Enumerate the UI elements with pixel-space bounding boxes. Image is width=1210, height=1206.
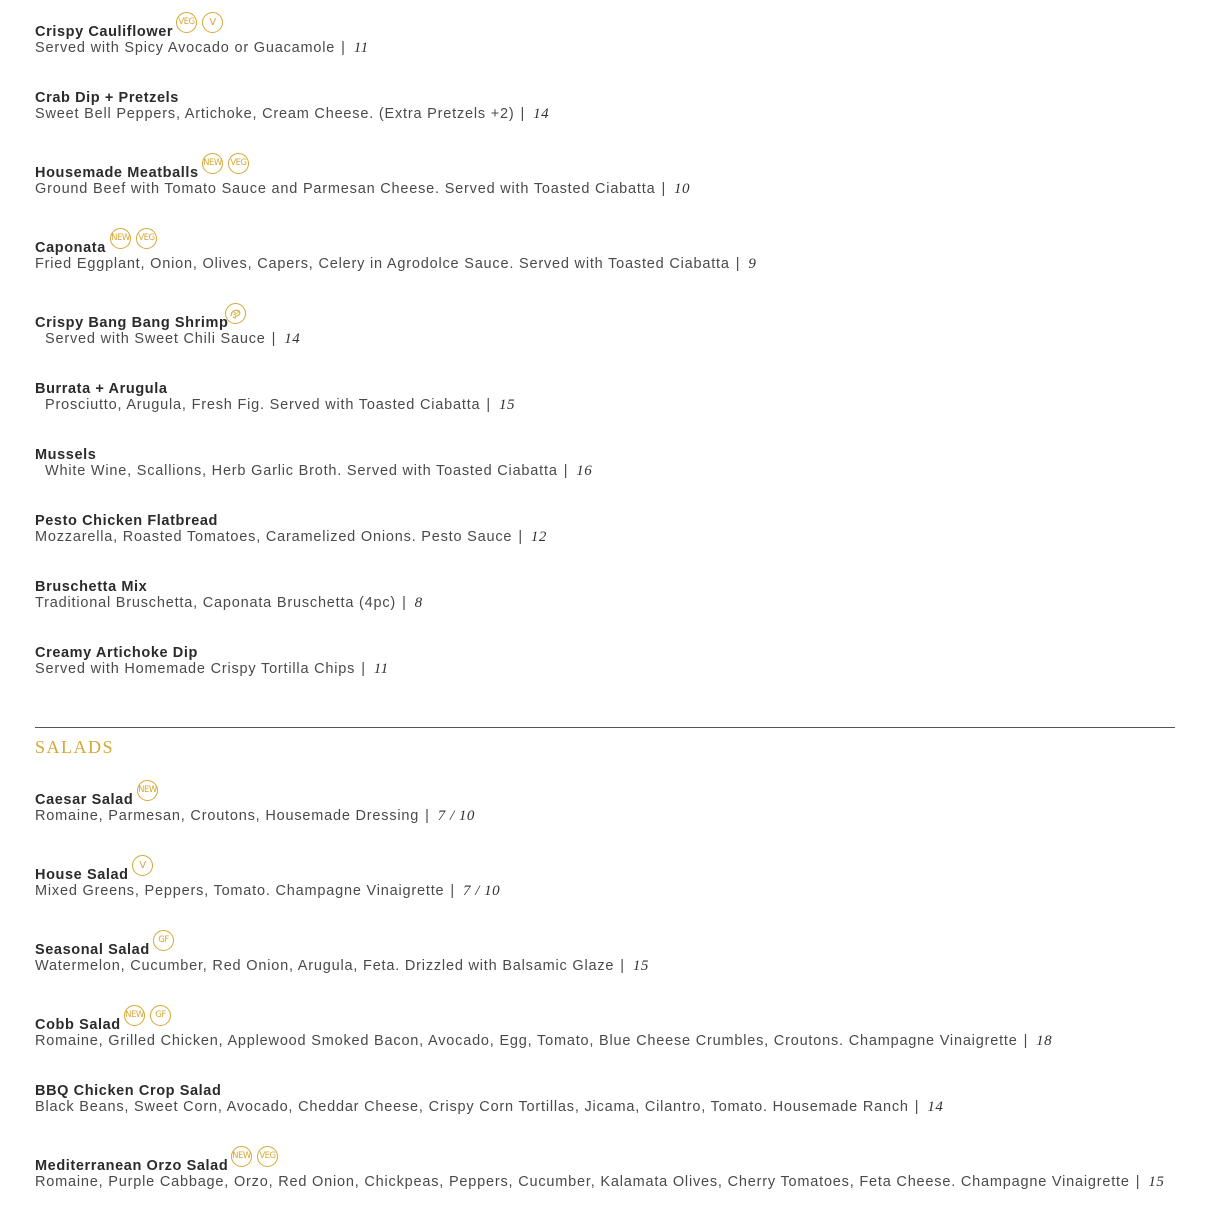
item-price: 9 (748, 256, 757, 272)
veg-badge-icon: VEG (136, 228, 157, 249)
item-price: 14 (533, 106, 550, 122)
item-name: Crispy Bang Bang Shrimp (35, 315, 229, 331)
dietary-badges (202, 153, 254, 174)
dietary-badges (110, 228, 162, 249)
gluten-free-badge-icon: GF (153, 930, 174, 951)
item-name: Seasonal Salad (35, 942, 150, 958)
item-description: Romaine, Grilled Chicken, Applewood Smoked Bacon, Avocado, Egg, Tomato, Blue Cheese Crumbles, Croutons. Champagne Vinaigrette | 18 (35, 1033, 1053, 1049)
vegan-badge-icon: V (202, 12, 223, 33)
item-name: Caponata (35, 240, 106, 256)
menu-item-caesar-salad (35, 780, 1195, 824)
section-divider (35, 727, 1175, 728)
menu-item-pesto-chicken-flatbread (35, 501, 1195, 545)
item-name: Pesto Chicken Flatbread (35, 513, 219, 529)
item-name: Caesar Salad (35, 792, 134, 808)
item-name: House Salad (35, 867, 129, 883)
menu-item-burrata-arugula (35, 369, 1195, 413)
dietary-badges (124, 1005, 176, 1026)
item-price: 15 (632, 958, 649, 974)
gluten-free-badge-icon: GF (150, 1005, 171, 1026)
dietary-badges (225, 303, 251, 324)
item-description: Served with Sweet Chili Sauce | 14 (45, 331, 301, 347)
menu-item-crispy-cauliflower (35, 12, 1195, 56)
menu-item-cobb-salad (35, 1005, 1195, 1049)
section-title-salads: SALADS (35, 737, 115, 757)
item-description: Romaine, Parmesan, Croutons, Housemade Dressing | 7 / 10 (35, 808, 475, 824)
item-name: Creamy Artichoke Dip (35, 645, 198, 661)
item-price: 10 (674, 181, 691, 197)
item-price: 14 (927, 1099, 944, 1115)
menu-item-mussels (35, 435, 1195, 479)
menu-item-house-salad (35, 855, 1195, 899)
item-description: Served with Homemade Crispy Tortilla Chips | 11 (35, 661, 389, 677)
item-name: Mediterranean Orzo Salad (35, 1158, 229, 1174)
item-description: Mixed Greens, Peppers, Tomato. Champagne Vinaigrette | 7 / 10 (35, 883, 501, 899)
dietary-badges (176, 12, 228, 33)
item-description: Served with Spicy Avocado or Guacamole | 11 (35, 40, 369, 56)
menu-item-seasonal-salad (35, 930, 1195, 974)
item-price: 11 (373, 661, 389, 677)
dietary-badges (153, 930, 179, 951)
dietary-badges (137, 780, 163, 801)
item-price: 15 (1148, 1174, 1165, 1190)
item-price: 7 / 10 (437, 808, 475, 824)
shrimp-icon (225, 303, 246, 324)
item-price: 12 (530, 529, 547, 545)
menu-item-mediterranean-orzo-salad (35, 1146, 1195, 1190)
item-price: 16 (576, 463, 593, 479)
veg-badge-icon: VEG (176, 12, 197, 33)
item-name: Cobb Salad (35, 1017, 121, 1033)
item-description: Traditional Bruschetta, Caponata Bruschetta (4pc) | 8 (35, 595, 423, 611)
new-badge-icon: NEW (231, 1146, 252, 1167)
dietary-badges (231, 1146, 283, 1167)
item-description: White Wine, Scallions, Herb Garlic Broth. Served with Toasted Ciabatta | 16 (45, 463, 593, 479)
item-name: Burrata + Arugula (35, 381, 168, 397)
item-name: Housemade Meatballs (35, 165, 199, 181)
item-description: Mozzarella, Roasted Tomatoes, Caramelized Onions. Pesto Sauce | 12 (35, 529, 547, 545)
new-badge-icon: NEW (137, 780, 158, 801)
new-badge-icon: NEW (110, 228, 131, 249)
menu-item-caponata (35, 228, 1195, 272)
menu-item-creamy-artichoke-dip (35, 633, 1195, 677)
item-price: 8 (414, 595, 423, 611)
item-description: Fried Eggplant, Onion, Olives, Capers, Celery in Agrodolce Sauce. Served with Toasted Ciabatta | 9 (35, 256, 757, 272)
new-badge-icon: NEW (124, 1005, 145, 1026)
item-price: 14 (284, 331, 301, 347)
item-description: Prosciutto, Arugula, Fresh Fig. Served with Toasted Ciabatta | 15 (45, 397, 515, 413)
item-price: 15 (498, 397, 515, 413)
new-badge-icon: NEW (202, 153, 223, 174)
item-description: Romaine, Purple Cabbage, Orzo, Red Onion, Chickpeas, Peppers, Cucumber, Kalamata Olives, Cherry Tomatoes, Feta Cheese. Champagne Vinaigrette | 15 (35, 1174, 1165, 1190)
dietary-badges (132, 855, 158, 876)
menu-item-bruschetta-mix (35, 567, 1195, 611)
item-description: Black Beans, Sweet Corn, Avocado, Cheddar Cheese, Crispy Corn Tortillas, Jicama, Cilantro, Tomato. Housemade Ranch | 14 (35, 1099, 944, 1115)
item-description: Sweet Bell Peppers, Artichoke, Cream Cheese. (Extra Pretzels +2) | 14 (35, 106, 550, 122)
vegan-badge-icon: V (132, 855, 153, 876)
item-name: Crab Dip + Pretzels (35, 90, 179, 106)
item-name: Mussels (35, 447, 97, 463)
item-description: Ground Beef with Tomato Sauce and Parmesan Cheese. Served with Toasted Ciabatta | 10 (35, 181, 691, 197)
item-name: Crispy Cauliflower (35, 24, 174, 40)
item-price: 11 (353, 40, 369, 56)
menu-item-housemade-meatballs (35, 153, 1195, 197)
veg-badge-icon: VEG (228, 153, 249, 174)
item-name: BBQ Chicken Crop Salad (35, 1083, 222, 1099)
menu-item-bbq-chicken-crop-salad (35, 1071, 1195, 1115)
veg-badge-icon: VEG (257, 1146, 278, 1167)
item-name: Bruschetta Mix (35, 579, 148, 595)
item-price: 18 (1036, 1033, 1053, 1049)
item-price: 7 / 10 (463, 883, 501, 899)
menu-item-crab-dip (35, 78, 1195, 122)
menu-item-bang-bang-shrimp (35, 303, 1195, 347)
item-description: Watermelon, Cucumber, Red Onion, Arugula, Feta. Drizzled with Balsamic Glaze | 15 (35, 958, 649, 974)
